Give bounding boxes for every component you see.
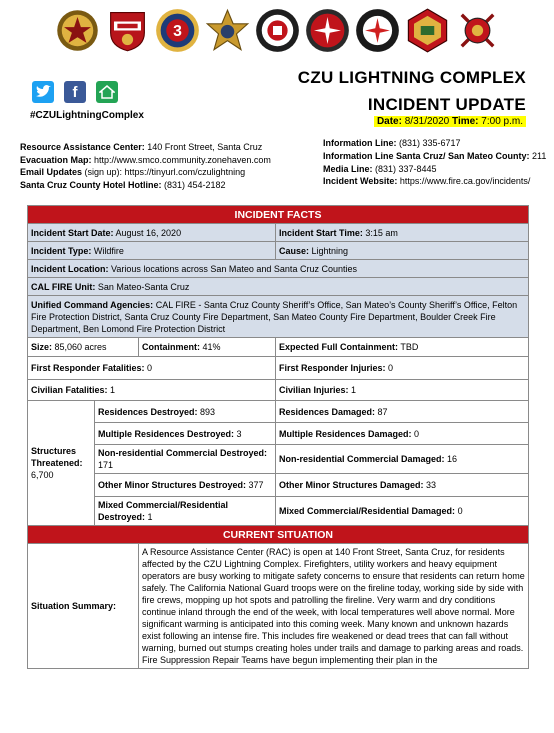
multi-residences-damaged-cell: Multiple Residences Damaged: 0: [276, 423, 529, 445]
social-links: [32, 81, 118, 103]
location-cell: Incident Location: Various locations across San Mateo and Santa Cruz Counties: [28, 260, 529, 278]
twitter-icon[interactable]: [32, 81, 54, 103]
size-cell: Size: 85,060 acres: [28, 338, 139, 357]
felton-fire-badge-icon: [255, 8, 300, 53]
start-date-cell: Incident Start Date: August 16, 2020: [28, 224, 276, 242]
start-time-cell: Incident Start Time: 3:15 am: [276, 224, 529, 242]
cause-cell: Cause: Lightning: [276, 242, 529, 260]
fr-fatalities-cell: First Responder Fatalities: 0: [28, 357, 276, 380]
civilian-injuries-cell: Civilian Injuries: 1: [276, 380, 529, 401]
contact-line: Santa Cruz County Hotel Hotline: (831) 454-2182: [20, 179, 226, 190]
nonres-damaged-cell: Non-residential Commercial Damaged: 16: [276, 445, 529, 474]
home-icon[interactable]: [96, 81, 118, 103]
boulder-creek-fire-badge-icon: [355, 8, 400, 53]
structures-threatened-cell: Structures Threatened: 6,700: [28, 401, 95, 526]
cal-fire-unit-cell: CAL FIRE Unit: San Mateo-Santa Cruz: [28, 278, 529, 296]
ben-lomond-fire-badge-icon: [405, 8, 450, 53]
page-title: CZU LIGHTNING COMPLEX: [297, 68, 526, 87]
situation-summary-label: Situation Summary:: [28, 544, 139, 669]
contacts-left: [20, 141, 271, 191]
containment-cell: Containment: 41%: [139, 338, 276, 357]
minor-destroyed-cell: Other Minor Structures Destroyed: 377: [95, 474, 276, 497]
mixed-destroyed-cell: Mixed Commercial/Residential Destroyed: 1: [95, 497, 276, 526]
fire-district-emblem-icon: [455, 8, 500, 53]
date-label: Date:: [376, 116, 402, 127]
fr-injuries-cell: First Responder Injuries: 0: [276, 357, 529, 380]
district-3-badge-icon: [155, 8, 200, 53]
current-situation-heading: CURRENT SITUATION: [28, 526, 529, 544]
mixed-damaged-cell: Mixed Commercial/Residential Damaged: 0: [276, 497, 529, 526]
svg-text:3: 3: [173, 22, 182, 40]
agency-badges: [55, 5, 500, 55]
contact-line[interactable]: Email Updates (sign up): https://tinyurl.com/czulightning: [20, 167, 246, 177]
residences-damaged-cell: Residences Damaged: 87: [276, 401, 529, 423]
multi-residences-destroyed-cell: Multiple Residences Destroyed: 3: [95, 423, 276, 445]
unified-command-cell: Unified Command Agencies: CAL FIRE - Santa Cruz County Sheriff’s Office, San Mateo’s County Sheriff’s Office, Felton Fire Protection District, Santa Cruz County Fire Department, San Mateo County Fire Department, Boulder Creek Fire Department, Ben Lomond Fire Protection District: [28, 296, 529, 338]
contact-line[interactable]: Evacuation Map: http://www.smco.community.zonehaven.com: [20, 154, 271, 165]
contact-line: Information Line Santa Cruz/ San Mateo County: 211: [323, 150, 547, 161]
star-badge-icon: [55, 8, 100, 53]
residences-destroyed-cell: Residences Destroyed: 893: [95, 401, 276, 423]
incident-facts-table: [27, 205, 529, 669]
santa-cruz-fire-badge-icon: [305, 8, 350, 53]
contact-line: Media Line: (831) 337-8445: [323, 163, 437, 174]
situation-summary-text: A Resource Assistance Center (RAC) is open at 140 Front Street, Santa Cruz, for residents affected by the CZU Lightning Complex. Firefighters, utility workers and heavy equipment operators are busy working to mitigate safety concerns to ensure that residents can return home safely. The California National Guard troops were on the fireline today, working side by side with fire crews, mopping up hot spots and patrolling the fireline. Very warm and dry conditions continue inland through the end of the week, with local temperatures well above normal. More significant warming is anticipated into this coming week. Many known and unknown hazards exist following an intense fire. This includes fire weakened or dead trees that can fall without warning, burned out stumps creating holes under trails and damage to parking areas and roads. Fire Suppression Repair Teams have begun implementing their plan in the: [139, 544, 529, 669]
incident-type-cell: Incident Type: Wildfire: [28, 242, 276, 260]
hashtag: #CZULightningComplex: [30, 110, 144, 121]
incident-facts-heading: INCIDENT FACTS: [28, 206, 529, 224]
sheriff-star-badge-icon: [205, 8, 250, 53]
contact-line: Information Line: (831) 335-6717: [323, 138, 461, 148]
contacts-right: [323, 137, 546, 188]
cal-fire-badge-icon: [105, 8, 150, 53]
page-subtitle: INCIDENT UPDATE: [367, 95, 526, 114]
time-label: Time:: [452, 116, 479, 127]
date-value: 8/31/2020: [404, 116, 450, 127]
contact-line: Resource Assistance Center: 140 Front Street, Santa Cruz: [20, 142, 263, 152]
nonres-destroyed-cell: Non-residential Commercial Destroyed: 171: [95, 445, 276, 474]
full-containment-cell: Expected Full Containment: TBD: [276, 338, 529, 357]
date-time-badge: [374, 116, 526, 127]
contact-line[interactable]: Incident Website: https://www.fire.ca.gov/incidents/: [323, 176, 531, 187]
facebook-icon[interactable]: f: [64, 81, 86, 103]
time-value: 7:00 p.m.: [481, 116, 523, 127]
minor-damaged-cell: Other Minor Structures Damaged: 33: [276, 474, 529, 497]
civilian-fatalities-cell: Civilian Fatalities: 1: [28, 380, 276, 401]
